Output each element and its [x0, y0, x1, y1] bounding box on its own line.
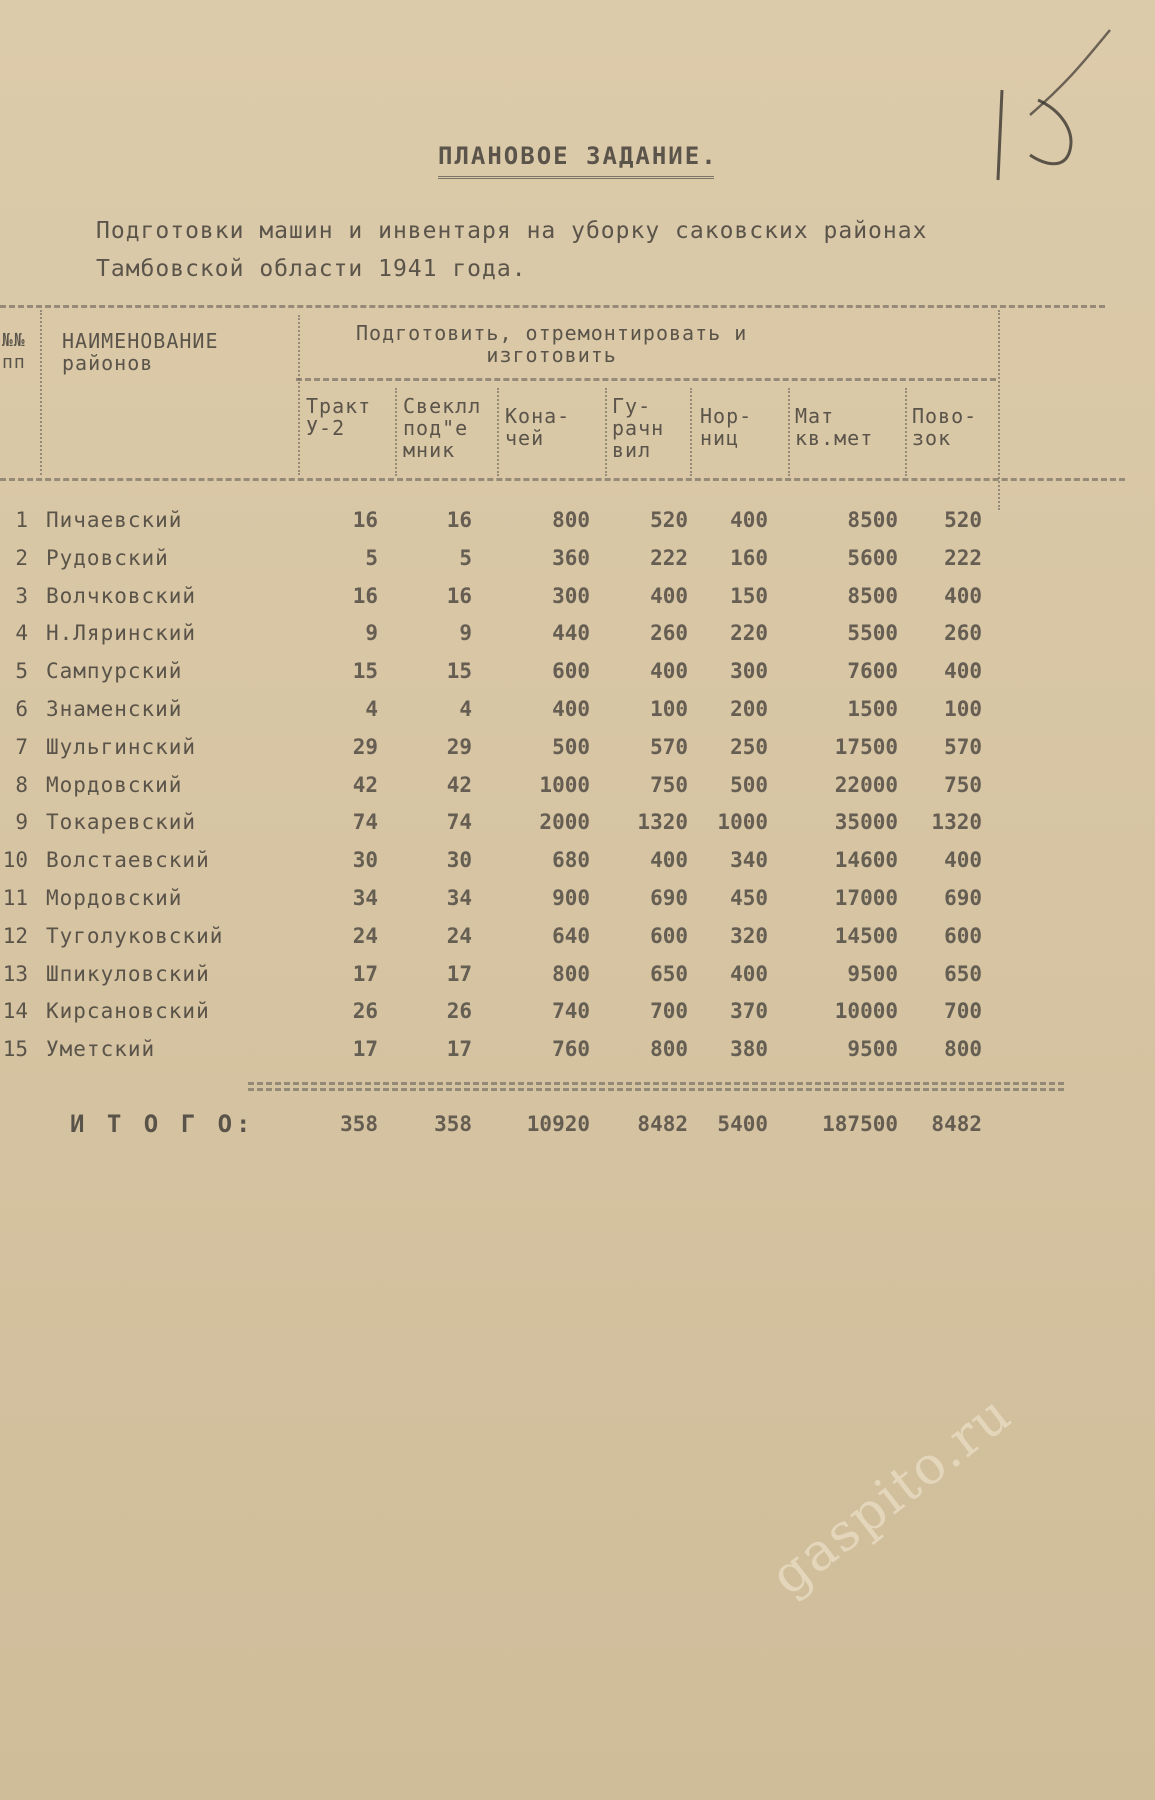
district-name: Волчковский	[46, 583, 197, 608]
table-cell: 26	[446, 999, 472, 1024]
table-cell: 340	[730, 848, 768, 873]
table-cell: 1000	[717, 810, 768, 835]
row-number: 11	[2, 886, 28, 910]
table-cell: 400	[730, 961, 768, 986]
table-cell: 300	[730, 659, 768, 684]
table-cell: 16	[446, 508, 472, 532]
table-cell: 400	[944, 659, 982, 684]
table-cell: 380	[730, 1037, 768, 1062]
table-cell: 17	[352, 961, 378, 986]
district-name: Сампурский	[46, 659, 183, 684]
column-divider	[905, 388, 907, 476]
table-cell: 400	[650, 583, 688, 608]
district-name: Мордовский	[46, 886, 183, 910]
row-number: 1	[15, 508, 28, 532]
table-cell: 600	[552, 659, 590, 684]
table-cell: 17500	[834, 734, 898, 759]
table-cell: 220	[730, 621, 768, 646]
table-cell: 35000	[834, 810, 898, 835]
table-cell: 900	[552, 886, 590, 910]
table-cell: 24	[446, 923, 472, 948]
district-name: Токаревский	[46, 810, 197, 835]
header-col-4: Гу- рачн вил	[612, 394, 665, 462]
row-number: 2	[15, 545, 28, 570]
row-number: 12	[2, 923, 28, 948]
district-name: Кирсановский	[46, 999, 210, 1024]
table-cell: 24	[352, 923, 378, 948]
column-divider	[605, 388, 607, 476]
table-cell: 520	[650, 508, 688, 532]
table-cell: 30	[352, 848, 378, 873]
table-cell: 4	[459, 697, 472, 721]
total-cell: 187500	[822, 1112, 898, 1136]
table-cell: 34	[446, 886, 472, 910]
table-cell: 760	[552, 1037, 590, 1062]
total-cell: 10920	[526, 1112, 590, 1136]
table-cell: 400	[650, 848, 688, 873]
table-cell: 17	[446, 961, 472, 986]
table-cell: 16	[352, 508, 378, 532]
table-cell: 26	[352, 999, 378, 1024]
table-cell: 7600	[847, 659, 898, 684]
table-top-rule	[0, 305, 1105, 308]
district-name: Рудовский	[46, 545, 169, 570]
table-cell: 2000	[539, 810, 590, 835]
table-cell: 150	[730, 583, 768, 608]
table-cell: 9	[365, 621, 378, 646]
table-cell: 5	[459, 545, 472, 570]
header-name: НАИМЕНОВАНИЕ районов	[62, 329, 219, 375]
table-cell: 400	[730, 508, 768, 532]
table-cell: 8500	[847, 508, 898, 532]
column-divider	[690, 388, 692, 476]
table-cell: 370	[730, 999, 768, 1024]
table-header-bottom-rule	[0, 478, 1125, 481]
district-name: Туголуковский	[46, 923, 224, 948]
table-cell: 400	[650, 659, 688, 684]
table-cell: 14500	[834, 923, 898, 948]
table-cell: 500	[552, 734, 590, 759]
table-cell: 14600	[834, 848, 898, 873]
district-name: Уметский	[46, 1037, 156, 1062]
table-cell: 500	[730, 772, 768, 797]
table-cell: 260	[650, 621, 688, 646]
row-number: 8	[15, 772, 28, 797]
table-cell: 640	[552, 923, 590, 948]
row-number: 14	[2, 999, 28, 1024]
table-cell: 22000	[834, 772, 898, 797]
table-cell: 680	[552, 848, 590, 873]
table-cell: 320	[730, 923, 768, 948]
table-cell: 750	[944, 772, 982, 797]
table-cell: 740	[552, 999, 590, 1024]
table-cell: 300	[552, 583, 590, 608]
column-divider	[788, 388, 790, 476]
table-cell: 1000	[539, 772, 590, 797]
row-number: 10	[2, 848, 28, 873]
column-divider	[998, 310, 1000, 510]
table-cell: 17000	[834, 886, 898, 910]
table-cell: 570	[944, 734, 982, 759]
district-name: Волстаевский	[46, 848, 210, 873]
header-col-2: Свеклл под"е мник	[403, 394, 482, 462]
header-group: Подготовить, отремонтировать и изготовить	[356, 321, 748, 367]
table-cell: 700	[944, 999, 982, 1024]
row-number: 9	[15, 810, 28, 835]
table-cell: 400	[944, 848, 982, 873]
document-subtitle-line-1: Подготовки машин и инвентаря на уборку саковских районах	[96, 218, 928, 244]
row-number: 15	[2, 1037, 28, 1062]
totals-label: И Т О Г О:	[70, 1110, 255, 1138]
table-cell: 690	[650, 886, 688, 910]
table-cell: 5500	[847, 621, 898, 646]
table-cell: 222	[650, 545, 688, 570]
column-divider	[497, 388, 499, 476]
total-cell: 8482	[637, 1112, 688, 1136]
table-cell: 42	[352, 772, 378, 797]
table-cell: 4	[365, 697, 378, 721]
table-cell: 16	[352, 583, 378, 608]
table-cell: 100	[650, 697, 688, 721]
table-cell: 800	[650, 1037, 688, 1062]
table-cell: 5600	[847, 545, 898, 570]
district-name: Знаменский	[46, 697, 183, 721]
table-cell: 440	[552, 621, 590, 646]
group-header-rule	[296, 378, 996, 381]
district-name: Шульгинский	[46, 734, 197, 759]
table-cell: 8500	[847, 583, 898, 608]
row-number: 5	[15, 659, 28, 684]
table-cell: 750	[650, 772, 688, 797]
handwritten-page-number	[990, 20, 1120, 200]
table-cell: 34	[352, 886, 378, 910]
document-subtitle-line-2: Тамбовской области 1941 года.	[96, 256, 527, 282]
table-cell: 1500	[847, 697, 898, 721]
table-cell: 690	[944, 886, 982, 910]
document-title: ПЛАНОВОЕ ЗАДАНИЕ.	[438, 142, 718, 170]
table-cell: 10000	[834, 999, 898, 1024]
header-col-3: Конa- чей	[505, 404, 571, 450]
district-name: Шпикуловский	[46, 961, 210, 986]
table-cell: 260	[944, 621, 982, 646]
column-divider	[40, 310, 42, 475]
table-cell: 450	[730, 886, 768, 910]
row-number: 6	[15, 697, 28, 721]
watermark: gaspito.ru	[760, 1383, 1024, 1608]
table-cell: 42	[446, 772, 472, 797]
table-cell: 74	[446, 810, 472, 835]
total-cell: 358	[434, 1112, 472, 1136]
table-cell: 400	[552, 697, 590, 721]
title-underline	[438, 176, 714, 179]
table-cell: 360	[552, 545, 590, 570]
row-number: 7	[15, 734, 28, 759]
table-cell: 15	[352, 659, 378, 684]
table-cell: 17	[446, 1037, 472, 1062]
table-cell: 650	[944, 961, 982, 986]
table-cell: 800	[552, 508, 590, 532]
totals-rule-2	[248, 1088, 1064, 1091]
row-number: 4	[15, 621, 28, 646]
table-cell: 600	[650, 923, 688, 948]
header-col-5: Нор- ниц	[700, 404, 753, 450]
table-cell: 570	[650, 734, 688, 759]
column-divider	[395, 388, 397, 476]
column-divider	[298, 315, 300, 475]
table-cell: 400	[944, 583, 982, 608]
table-cell: 30	[446, 848, 472, 873]
total-cell: 358	[340, 1112, 378, 1136]
table-cell: 600	[944, 923, 982, 948]
total-cell: 8482	[931, 1112, 982, 1136]
table-cell: 9500	[847, 1037, 898, 1062]
table-cell: 160	[730, 545, 768, 570]
row-number: 3	[15, 583, 28, 608]
table-cell: 9	[459, 621, 472, 646]
header-col-6: Мат кв.мет	[795, 404, 874, 450]
header-col-1: Тракт У-2	[306, 394, 372, 440]
total-cell: 5400	[717, 1112, 768, 1136]
district-name: Н.Ляринский	[46, 621, 197, 646]
table-cell: 1320	[637, 810, 688, 835]
header-number: №№ пп	[2, 330, 26, 373]
table-cell: 9500	[847, 961, 898, 986]
totals-rule	[248, 1082, 1064, 1085]
table-cell: 1320	[931, 810, 982, 835]
table-cell: 5	[365, 545, 378, 570]
district-name: Мордовский	[46, 772, 183, 797]
table-cell: 222	[944, 545, 982, 570]
table-cell: 200	[730, 697, 768, 721]
table-cell: 29	[446, 734, 472, 759]
table-cell: 520	[944, 508, 982, 532]
table-cell: 16	[446, 583, 472, 608]
district-name: Пичаевский	[46, 508, 183, 532]
table-cell: 100	[944, 697, 982, 721]
table-cell: 74	[352, 810, 378, 835]
row-number: 13	[2, 961, 28, 986]
table-cell: 250	[730, 734, 768, 759]
table-cell: 17	[352, 1037, 378, 1062]
table-cell: 29	[352, 734, 378, 759]
table-cell: 650	[650, 961, 688, 986]
table-cell: 800	[944, 1037, 982, 1062]
table-cell: 800	[552, 961, 590, 986]
table-cell: 15	[446, 659, 472, 684]
table-cell: 700	[650, 999, 688, 1024]
header-col-7: Пово- зок	[912, 404, 978, 450]
